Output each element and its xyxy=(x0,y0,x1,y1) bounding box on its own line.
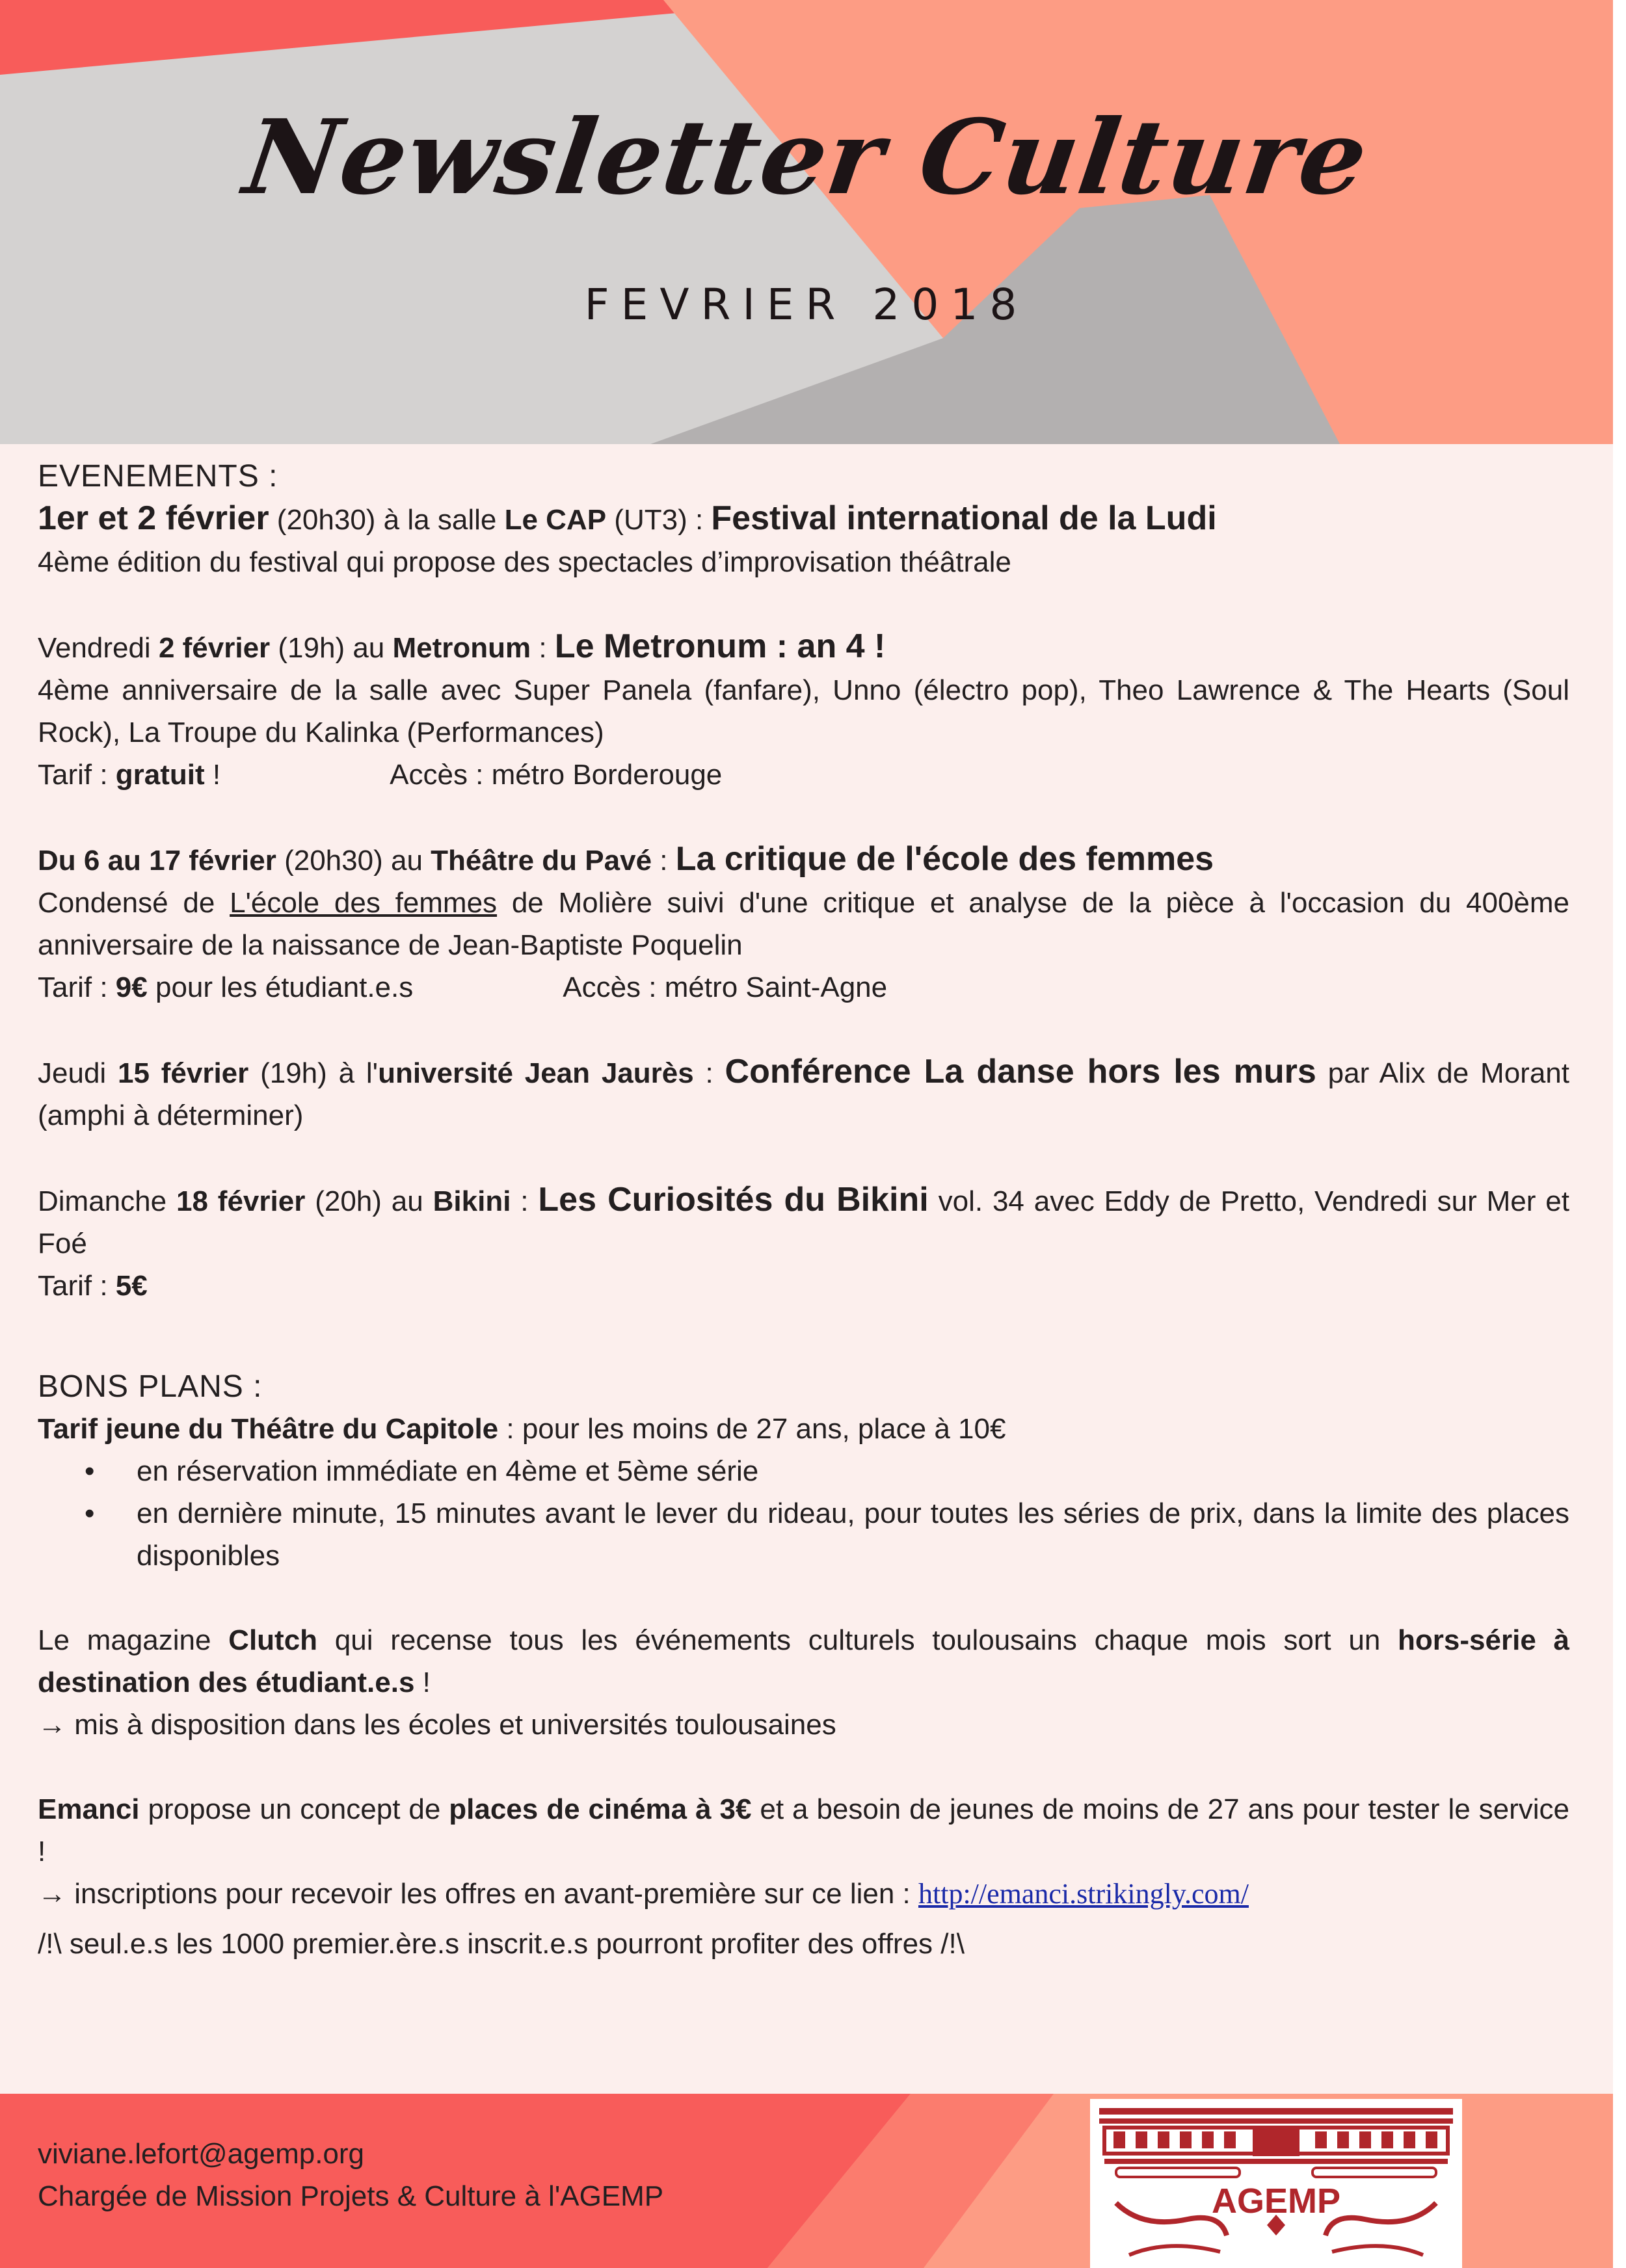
event-bikini-tarif: Tarif : 5€ xyxy=(38,1270,148,1302)
emanci-link[interactable]: http://emanci.strikingly.com/ xyxy=(918,1878,1249,1910)
newsletter-body xyxy=(38,455,1569,1965)
event-ludi-heading: 1er et 2 février (20h30) à la salle Le CAP (UT3) : Festival international de la Ludi xyxy=(38,499,1217,537)
newsletter-month: FEVRIER 2018 xyxy=(584,280,1029,330)
event-jaures: Jeudi 15 février (19h) à l'université Jean Jaurès : Conférence La danse hors les murs par Alix de Morant (amphi à déterminer) xyxy=(38,1053,1569,1131)
event-pave-heading: Du 6 au 17 février (20h30) au Théâtre du Pavé : La critique de l'école des femmes xyxy=(38,840,1214,878)
event-metronum-heading: Vendredi 2 février (19h) au Metronum : Le Metronum : an 4 ! xyxy=(38,627,886,665)
section-heading-evenements: EVENEMENTS : xyxy=(38,459,278,494)
header-background xyxy=(0,0,1613,444)
contact-role: Chargée de Mission Projets & Culture à l'AGEMP xyxy=(38,2180,664,2212)
bon-plan-emanci: Emanci propose un concept de places de cinéma à 3€ et a besoin de jeunes de moins de 27 ans pour tester le service ! xyxy=(38,1793,1570,1867)
section-heading-bons-plans: BONS PLANS : xyxy=(38,1369,263,1404)
bon-plan-emanci-note: → inscriptions pour recevoir les offres en avant-première sur ce lien : http://emanci.strikingly.com/ xyxy=(38,1878,1249,1910)
event-metronum-tarif: Tarif : gratuit ! Accès : métro Borderouge xyxy=(38,759,723,791)
header-banner xyxy=(0,0,1613,444)
event-pave-desc: Condensé de L'école des femmes de Molière suivi d'une critique et analyse de la pièce à l'occasion du 400ème anniversaire de la naissance de Jean-Baptiste Poquelin xyxy=(38,887,1570,961)
bon-plan-emanci-warning: /!\ seul.e.s les 1000 premier.ère.s inscrit.e.s pourront profiter des offres /!\ xyxy=(38,1928,965,1960)
event-ludi-desc: 4ème édition du festival qui propose des spectacles d’improvisation théâtrale xyxy=(38,546,1011,578)
agemp-logo xyxy=(1090,2099,1462,2268)
capitole-list xyxy=(38,1450,1569,1577)
event-pave-tarif: Tarif : 9€ pour les étudiant.e.s Accès : métro Saint-Agne xyxy=(38,971,888,1003)
logo-text: AGEMP xyxy=(1211,2182,1341,2221)
bon-plan-capitole: Tarif jeune du Théâtre du Capitole : pour les moins de 27 ans, place à 10€ xyxy=(38,1413,1006,1445)
newsletter-title: Newsletter Culture xyxy=(237,98,1376,218)
list-item: • en dernière minute, 15 minutes avant le lever du rideau, pour toutes les séries de prix, dans la limite des places disponibles xyxy=(137,1492,1569,1577)
agemp-building-icon xyxy=(1090,2099,1462,2268)
contact-email[interactable]: viviane.lefort@agemp.org xyxy=(38,2138,365,2170)
list-item: • en réservation immédiate en 4ème et 5ème série xyxy=(137,1450,1569,1492)
event-bikini: Dimanche 18 février (20h) au Bikini : Les Curiosités du Bikini vol. 34 avec Eddy de Pretto, Vendredi sur Mer et Foé xyxy=(38,1181,1569,1259)
event-metronum-desc: 4ème anniversaire de la salle avec Super Panela (fanfare), Unno (électro pop), Theo Lawrence & The Hearts (Soul Rock), La Troupe du Kalinka (Performances) xyxy=(38,674,1569,748)
footer-contact xyxy=(38,2133,663,2217)
bon-plan-clutch: Le magazine Clutch qui recense tous les événements culturels toulousains chaque mois sort un hors-série à destination des étudiant.e.s ! xyxy=(38,1624,1569,1698)
bon-plan-clutch-note: → mis à disposition dans les écoles et universités toulousaines xyxy=(38,1709,836,1741)
